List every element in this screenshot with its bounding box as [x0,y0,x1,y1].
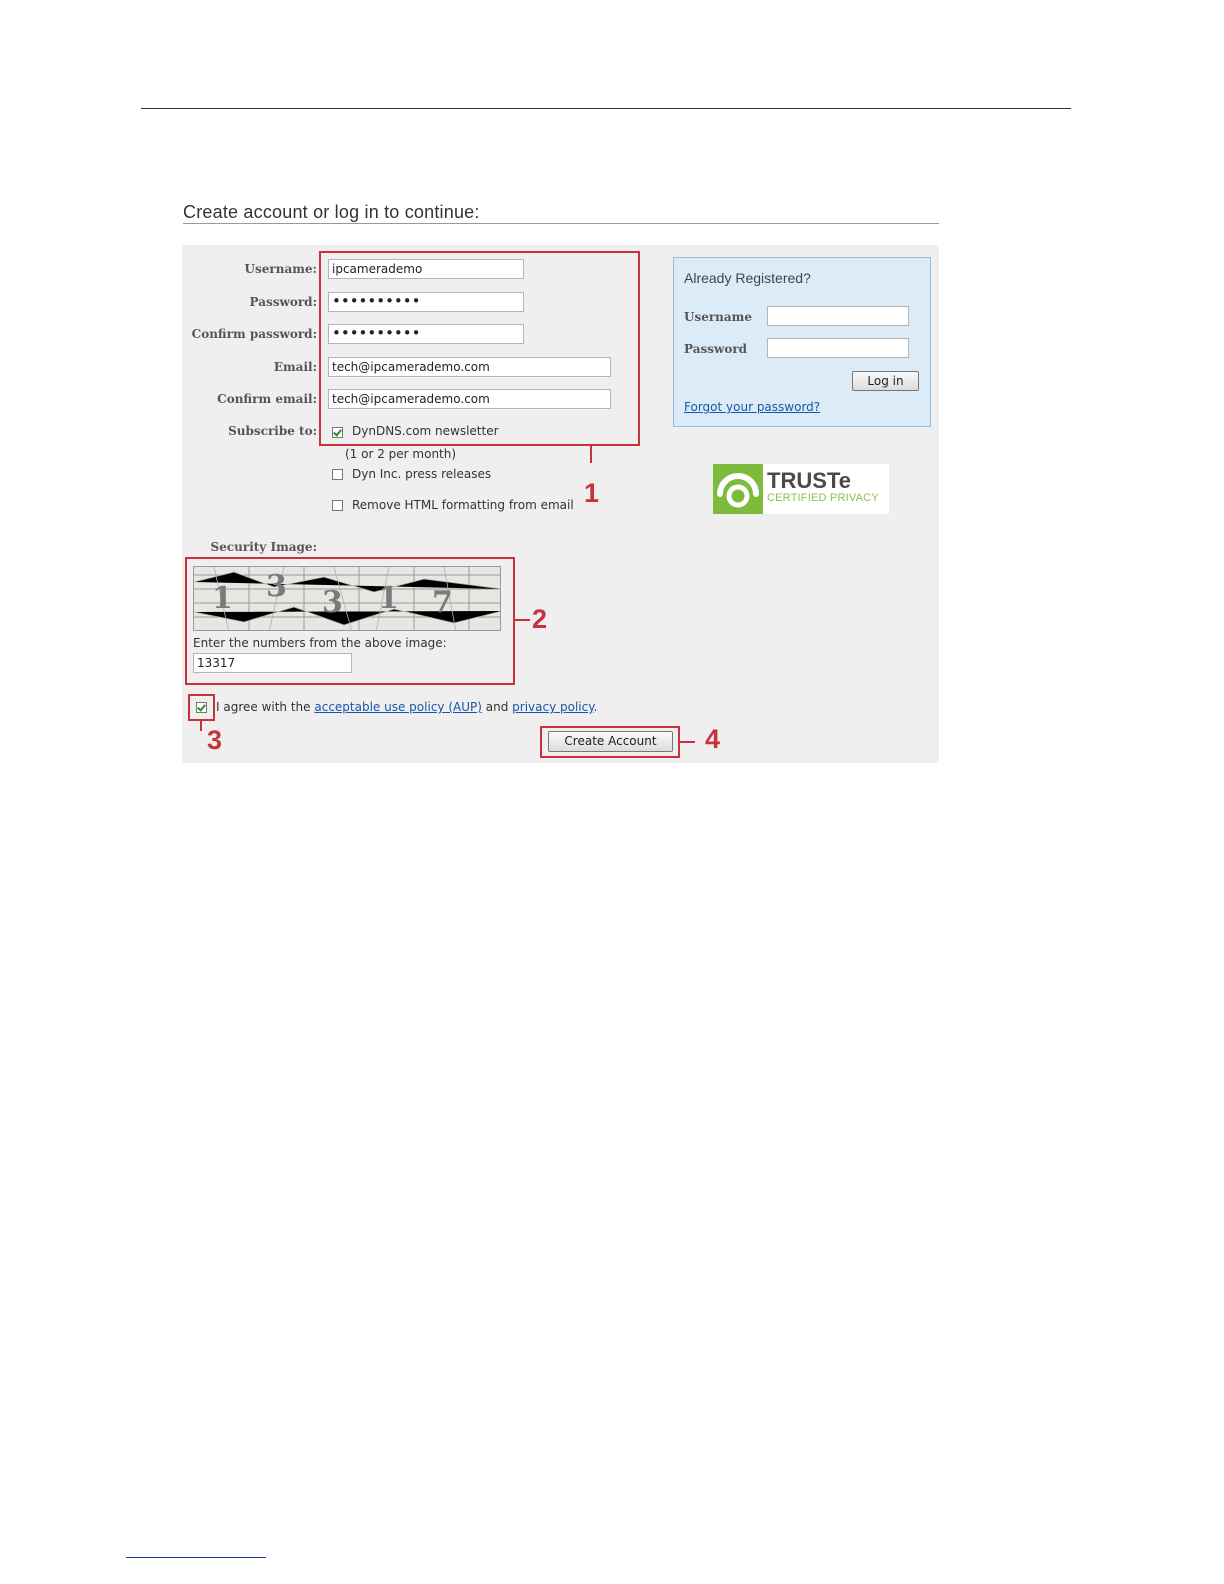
heading-divider [183,223,939,224]
email-field[interactable]: tech@ipcamerademo.com [328,357,611,377]
captcha-digit: 1 [212,581,233,616]
captcha-digit: 7 [432,585,453,620]
username-field[interactable]: ipcamerademo [328,259,524,279]
security-image-label: Security Image: [210,540,317,554]
password-field[interactable]: •••••••••• [328,292,524,312]
callout-3-box [188,694,215,721]
captcha-prompt: Enter the numbers from the above image: [193,636,447,650]
callout-2-leader [515,619,530,621]
forgot-password-link[interactable]: Forgot your password? [684,400,821,414]
login-password-field[interactable] [767,338,909,358]
callout-2-number: 2 [532,604,548,634]
subscribe-label: Subscribe to: [228,424,317,438]
newsletter-frequency-note: (1 or 2 per month) [345,447,457,461]
truste-name: TRUSTe [767,468,851,493]
callout-4-leader [680,741,695,743]
remove-html-checkbox[interactable] [332,500,343,511]
press-releases-label: Dyn Inc. press releases [352,467,492,481]
truste-badge [713,464,889,514]
page-heading: Create account or log in to continue: [183,202,480,222]
confirm-email-label: Confirm email: [217,392,317,406]
agree-text [216,700,597,714]
callout-1-number: 1 [584,478,600,508]
captcha-digit: 1 [378,581,399,616]
truste-subtitle: CERTIFIED PRIVACY [767,492,879,504]
press-releases-checkbox[interactable] [332,469,343,480]
agree-prefix: I agree with the [216,700,311,714]
confirm-password-field[interactable]: •••••••••• [328,324,524,344]
login-username-field[interactable] [767,306,909,326]
agree-suffix: . [593,700,598,714]
callout-1-leader [590,446,592,463]
aup-link[interactable]: acceptable use policy (AUP) [314,700,482,714]
callout-3-number: 3 [207,725,223,755]
login-username-label: Username [684,310,753,324]
page-top-rule [141,108,1071,109]
login-title: Already Registered? [684,270,811,286]
agree-and: and [485,700,509,714]
email-label: Email: [273,360,317,374]
confirm-password-label: Confirm password: [191,327,317,341]
captcha-input[interactable]: 13317 [193,653,352,673]
confirm-email-field[interactable]: tech@ipcamerademo.com [328,389,611,409]
login-box [673,257,931,427]
create-account-button[interactable]: Create Account [548,731,673,752]
password-label: Password: [249,295,317,309]
privacy-policy-link[interactable]: privacy policy [512,700,594,714]
captcha-digit: 3 [266,569,287,604]
footnote-rule [126,1557,266,1558]
username-label: Username: [244,262,317,276]
newsletter-label: DynDNS.com newsletter [352,424,499,438]
captcha-digit: 3 [322,585,343,620]
callout-3-leader [200,721,202,731]
remove-html-label: Remove HTML formatting from email [352,498,574,512]
callout-4-box [540,726,680,758]
login-password-label: Password [684,342,748,356]
callout-2-box [185,557,515,685]
login-button[interactable]: Log in [852,371,919,391]
callout-1-box [319,251,640,446]
callout-4-number: 4 [705,724,721,754]
truste-logo-icon [713,464,763,514]
